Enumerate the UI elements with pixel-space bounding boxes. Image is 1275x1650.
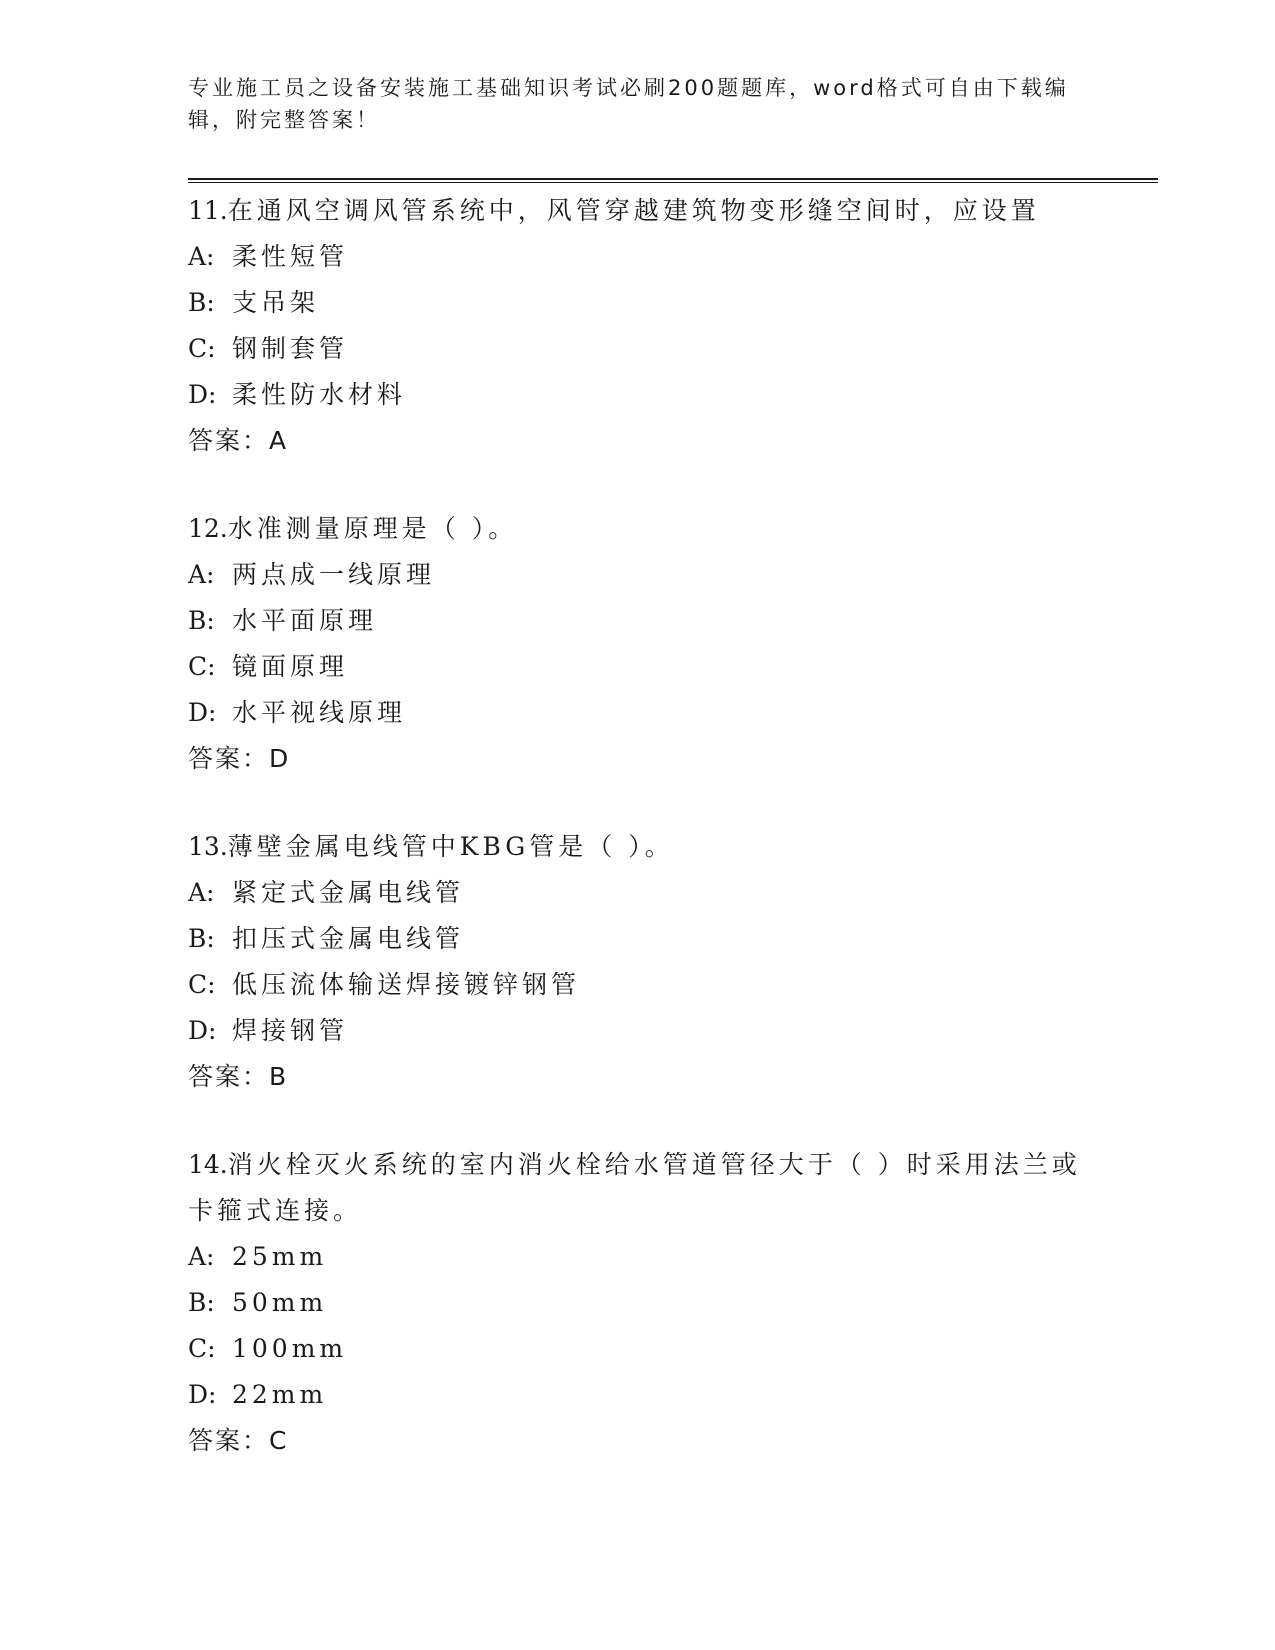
option-key: C:: [188, 1334, 216, 1363]
header-divider: [188, 178, 1158, 183]
question-text: 消火栓灭火系统的室内消火栓给水管道管径大于（ ）时采用法兰或卡箍式连接。: [188, 1150, 1081, 1225]
option-text: 水平视线原理: [232, 698, 407, 727]
document-header: [188, 72, 1088, 136]
document-title: 专业施工员之设备安装施工基础知识考试必刷200题题库，word格式可自由下载编辑，附完整答案！: [188, 76, 1069, 132]
question-number: 12.: [188, 514, 228, 543]
option-key: A:: [188, 1242, 215, 1271]
question-list: [188, 188, 1088, 1506]
question-text: 水准测量原理是（ ）。: [227, 514, 518, 543]
question-stem: [188, 188, 1088, 234]
option-c: [188, 644, 1088, 690]
option-key: C:: [188, 334, 216, 363]
answer-label: 答案：: [188, 1062, 270, 1091]
question-text: 在通风空调风管系统中，风管穿越建筑物变形缝空间时，应设置: [227, 196, 1040, 225]
question-stem: [188, 824, 1088, 870]
answer-line: [188, 736, 1088, 782]
option-text: 100mm: [232, 1334, 348, 1363]
question-text: 薄壁金属电线管中KBG管是（ ）。: [227, 832, 674, 861]
option-text: 低压流体输送焊接镀锌钢管: [232, 970, 581, 999]
option-key: A:: [188, 878, 215, 907]
option-key: D:: [188, 1380, 217, 1409]
option-key: B:: [188, 288, 215, 317]
option-text: 水平面原理: [232, 606, 378, 635]
question-number: 11.: [188, 196, 228, 225]
option-text: 焊接钢管: [232, 1016, 349, 1045]
question-item: [188, 188, 1088, 464]
option-c: [188, 326, 1088, 372]
question-item: [188, 824, 1088, 1100]
option-text: 紧定式金属电线管: [232, 878, 465, 907]
option-d: [188, 1372, 1088, 1418]
option-a: [188, 552, 1088, 598]
option-text: 22mm: [232, 1380, 328, 1409]
option-key: B:: [188, 1288, 215, 1317]
question-item: [188, 506, 1088, 782]
option-text: 25mm: [232, 1242, 328, 1271]
option-d: [188, 372, 1088, 418]
question-number: 13.: [188, 832, 228, 861]
answer-value: D: [269, 744, 291, 773]
option-key: C:: [188, 652, 216, 681]
option-text: 支吊架: [232, 288, 320, 317]
option-text: 扣压式金属电线管: [232, 924, 465, 953]
question-item: [188, 1142, 1088, 1464]
option-text: 钢制套管: [232, 334, 349, 363]
option-text: 两点成一线原理: [232, 560, 436, 589]
option-b: [188, 1280, 1088, 1326]
answer-label: 答案：: [188, 426, 270, 455]
answer-label: 答案：: [188, 1426, 270, 1455]
question-stem: [188, 1142, 1088, 1234]
option-text: 柔性防水材料: [232, 380, 407, 409]
option-key: D:: [188, 698, 217, 727]
option-b: [188, 598, 1088, 644]
answer-value: C: [269, 1426, 289, 1455]
option-key: A:: [188, 242, 215, 271]
option-a: [188, 1234, 1088, 1280]
option-text: 50mm: [232, 1288, 328, 1317]
option-a: [188, 870, 1088, 916]
option-key: C:: [188, 970, 216, 999]
option-key: D:: [188, 1016, 217, 1045]
answer-line: [188, 1418, 1088, 1464]
answer-line: [188, 418, 1088, 464]
option-key: B:: [188, 924, 215, 953]
question-stem: [188, 506, 1088, 552]
option-d: [188, 1008, 1088, 1054]
option-b: [188, 916, 1088, 962]
option-text: 镜面原理: [232, 652, 349, 681]
answer-label: 答案：: [188, 744, 270, 773]
option-c: [188, 962, 1088, 1008]
option-a: [188, 234, 1088, 280]
option-text: 柔性短管: [232, 242, 349, 271]
question-number: 14.: [188, 1150, 228, 1179]
answer-value: B: [269, 1062, 289, 1091]
option-key: A:: [188, 560, 215, 589]
option-key: D:: [188, 380, 217, 409]
answer-line: [188, 1054, 1088, 1100]
answer-value: A: [269, 426, 289, 455]
option-d: [188, 690, 1088, 736]
option-key: B:: [188, 606, 215, 635]
option-b: [188, 280, 1088, 326]
option-c: [188, 1326, 1088, 1372]
